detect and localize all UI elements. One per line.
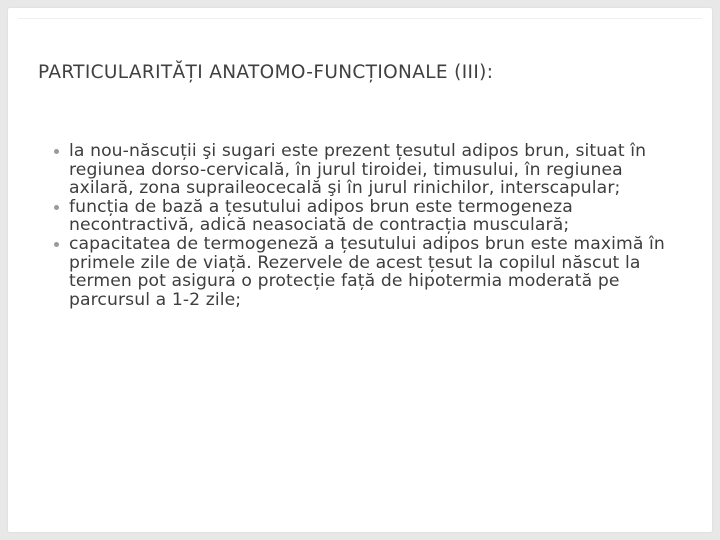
slide-title: PARTICULARITĂȚI ANATOMO-FUNCȚIONALE (III): — [38, 62, 494, 83]
bullet-text: funcția de bază a țesutului adipos brun este termogeneza necontractivă, adică neasociată de contracția musculară; — [69, 196, 573, 236]
bullet-item-thermogenesis-capacity — [52, 235, 682, 309]
bullet-dot-icon — [54, 242, 59, 247]
bullet-item-brown-fat-function — [52, 198, 682, 235]
bullet-text: capacitatea de termogeneză a țesutului adipos brun este maximă în primele zile de viață. Rezervele de acest țesut la copilul născut la termen pot asigura o protecție față de hipotermia moderată pe parcursul a 1-2 zile; — [69, 233, 665, 310]
bullet-dot-icon — [54, 205, 59, 210]
bullet-item-brown-fat-location — [52, 142, 682, 198]
bullet-text: la nou-născuții şi sugari este prezent țesutul adipos brun, situat în regiunea dorso-cervicală, în jurul tiroidei, timusului, în regiunea axilară, zona supraileocecală şi în jurul rinichilor, interscapular; — [69, 141, 647, 199]
bullet-list — [52, 142, 682, 309]
bullet-dot-icon — [54, 149, 59, 154]
